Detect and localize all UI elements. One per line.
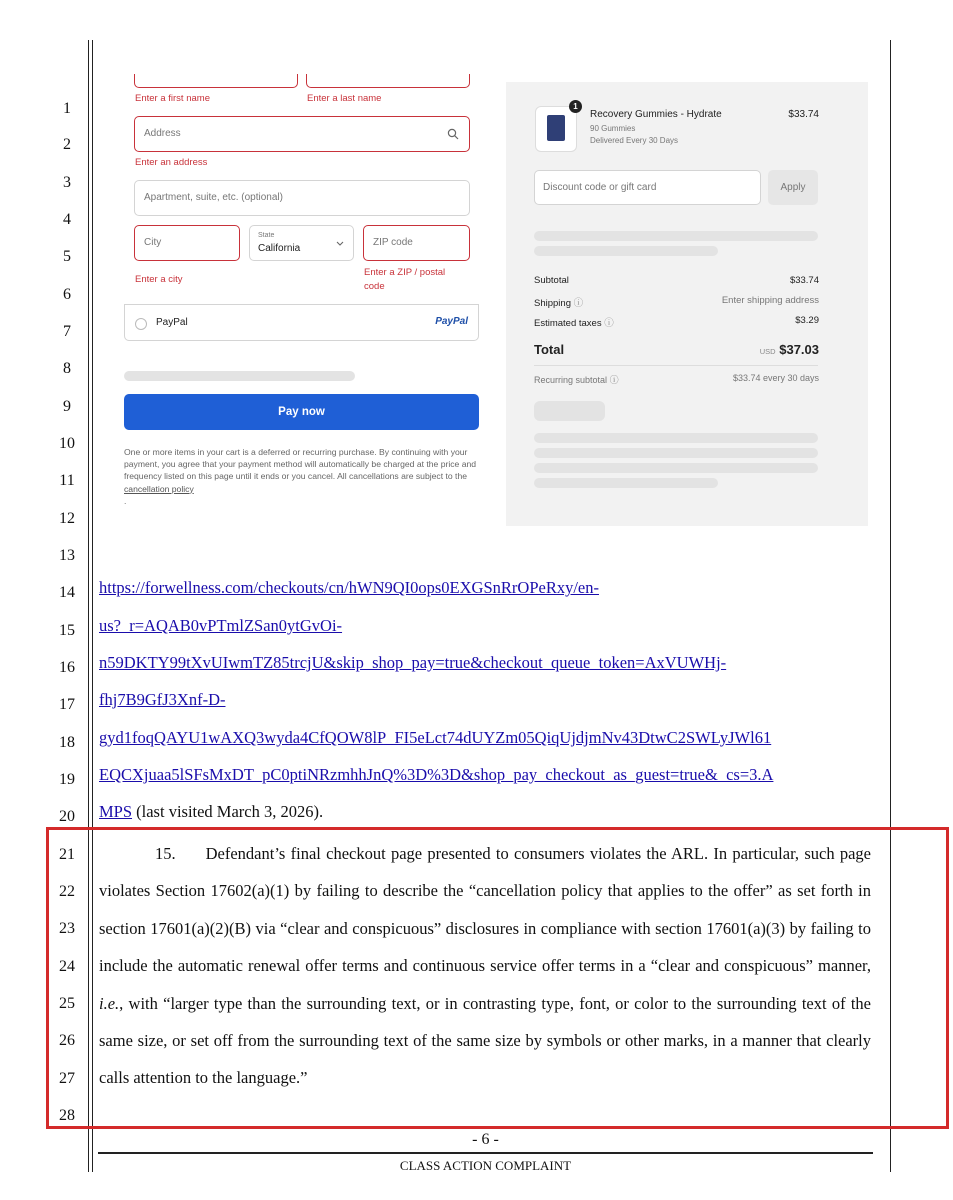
line-number: 1: [63, 100, 71, 117]
total-currency: USD: [759, 347, 776, 356]
line-number: 10: [59, 435, 75, 452]
line-number: 12: [59, 510, 75, 527]
address-error: Enter an address: [135, 157, 208, 168]
url-last-line: [99, 802, 323, 822]
url-line[interactable]: MPS: [99, 802, 133, 821]
city-error: Enter a city: [135, 274, 183, 285]
footer-title: CLASS ACTION COMPLAINT: [399, 1158, 572, 1173]
info-icon: ⓘ: [609, 375, 619, 385]
paypal-radio[interactable]: [135, 318, 147, 330]
apartment-field[interactable]: [134, 180, 470, 216]
total-value: $37.03: [779, 342, 819, 357]
paypal-option[interactable]: [124, 304, 479, 341]
line-number: 20: [59, 808, 75, 825]
loading-placeholder: [534, 478, 718, 488]
address-field[interactable]: [134, 116, 470, 152]
chevron-down-icon: [336, 241, 344, 247]
url-line[interactable]: fhj7B9GfJ3Xnf-D-: [99, 690, 226, 709]
loading-placeholder: [534, 231, 818, 241]
order-summary-panel: [506, 82, 868, 526]
city-placeholder: City: [144, 237, 162, 248]
city-field[interactable]: [134, 225, 240, 261]
recurring-row: [534, 373, 619, 386]
shipping-value: Enter shipping address: [721, 295, 819, 306]
zip-error: Enter a ZIP / postal code: [364, 267, 446, 292]
product-variant: 90 Gummies: [590, 124, 636, 133]
product-thumbnail: [535, 106, 577, 152]
info-icon: ⓘ: [604, 318, 614, 329]
taxes-label: Estimated taxes: [534, 318, 602, 329]
line-number: 19: [59, 771, 75, 788]
page-number: - 6 -: [472, 1131, 499, 1148]
line-number: 24: [59, 958, 75, 975]
url-suffix: (last visited March 3, 2026).: [132, 802, 324, 821]
taxes-value: $3.29: [795, 315, 819, 326]
line-number: 27: [59, 1070, 75, 1087]
loading-placeholder: [534, 433, 818, 443]
line-number: 11: [59, 472, 75, 489]
line-number: 23: [59, 920, 75, 937]
url-line[interactable]: n59DKTY99tXvUIwmTZ85trcjU&skip_shop_pay=true&checkout_queue_token=AxVUWHj-: [99, 653, 727, 672]
apartment-placeholder: Apartment, suite, etc. (optional): [144, 192, 283, 203]
discount-code-input[interactable]: [534, 170, 761, 205]
line-number: 28: [59, 1107, 75, 1124]
line-number: 17: [59, 696, 75, 713]
loading-placeholder: [534, 246, 718, 256]
state-label: State: [258, 232, 275, 239]
first-name-field[interactable]: [134, 74, 298, 88]
info-icon: ⓘ: [573, 298, 584, 309]
disclosure-text: One or more items in your cart is a deferred or recurring purchase. By continuing with your payment, you agree that your payment method will automatically be charged at the price and frequency listed on this page until it ends or you cancel. All cancellations are subject to the: [124, 447, 477, 482]
pay-now-button[interactable]: Pay now: [124, 394, 479, 430]
quantity-badge: 1: [569, 100, 582, 113]
state-select[interactable]: [249, 225, 354, 261]
line-number: 6: [63, 286, 71, 303]
product-delivery: Delivered Every 30 Days: [590, 136, 679, 145]
address-placeholder: Address: [144, 128, 181, 139]
line-number: 5: [63, 248, 71, 265]
divider: [534, 365, 818, 366]
subtotal-label: Subtotal: [534, 275, 569, 286]
taxes-row: [534, 315, 614, 329]
url-line[interactable]: gyd1foqQAYU1wAXQ3wyda4CfQOW8lP_FI5eLct74dUYZm05QiqUjdjmNv43DtwC2SWLyJWl61: [99, 728, 772, 747]
subtotal-value: $33.74: [789, 275, 819, 286]
checkout-screenshot: [120, 82, 880, 527]
zip-placeholder: ZIP code: [373, 237, 413, 248]
paypal-logo: PayPal: [435, 316, 468, 327]
line-number: 18: [59, 734, 75, 751]
first-name-error: Enter a first name: [135, 93, 210, 104]
line-number: 16: [59, 659, 75, 676]
last-name-field[interactable]: [306, 74, 470, 88]
product-image: [547, 115, 565, 141]
line-number: 9: [63, 398, 71, 415]
search-icon: [447, 128, 459, 140]
paragraph-text-cont: , with “larger type than the surrounding text, or in contrasting type, font, or color to the surrounding text of the same size, or set off from the surrounding text of the same size by symbols or other marks, in a manner that clearly calls attention to the language.”: [99, 993, 871, 1088]
loading-placeholder: [534, 401, 605, 421]
zip-field[interactable]: [363, 225, 470, 261]
line-number: 15: [59, 622, 75, 639]
recurring-label: Recurring subtotal: [534, 375, 608, 385]
total-label: Total: [534, 342, 565, 357]
shipping-row: [534, 295, 583, 309]
url-line[interactable]: EQCXjuaa5lSFsMxDT_pC0ptiNRzmhhJnQ%3D%3D&shop_pay_checkout_as_guest=true&_cs=3.A: [99, 765, 774, 784]
disclosure-end: .: [124, 495, 127, 506]
recurring-value: $33.74 every 30 days: [732, 373, 819, 383]
total-amount: [760, 342, 819, 357]
line-number: 3: [63, 174, 71, 191]
apply-button[interactable]: Apply: [768, 170, 818, 205]
line-number: 14: [59, 584, 75, 601]
highlight-box: [46, 827, 949, 1129]
recurring-disclosure: [124, 446, 482, 507]
loading-placeholder: [534, 448, 818, 458]
line-number: 13: [59, 547, 75, 564]
product-name: Recovery Gummies - Hydrate: [590, 109, 722, 120]
line-number: 2: [63, 136, 71, 153]
loading-placeholder: [124, 371, 355, 381]
product-price: $33.74: [788, 109, 819, 120]
line-number: 22: [59, 883, 75, 900]
line-number: 7: [63, 323, 71, 340]
discount-placeholder: Discount code or gift card: [543, 182, 657, 193]
shipping-label: Shipping: [534, 298, 571, 309]
url-line[interactable]: us?_r=AQAB0vPTmlZSan0ytGvOi-: [99, 616, 343, 635]
paragraph-ie: i.e.: [99, 993, 120, 1013]
line-number: 8: [63, 360, 71, 377]
url-line[interactable]: https://forwellness.com/checkouts/cn/hWN9QI0ops0EXGSnRrOPeRxy/en-: [99, 578, 599, 597]
paypal-label: PayPal: [156, 317, 188, 328]
line-number: 25: [59, 995, 75, 1012]
state-value: California: [258, 243, 301, 254]
line-number: 21: [59, 846, 75, 863]
footer-rule: [98, 1152, 873, 1154]
loading-placeholder: [534, 463, 818, 473]
last-name-error: Enter a last name: [307, 93, 382, 104]
paragraph-text: Defendant’s final checkout page presented to consumers violates the ARL. In particular, such page violates Section 17602(a)(1) by failing to describe the “cancellation policy that applies to the offer” as set forth in section 17601(a)(2)(B) via “clear and conspicuous” disclosures in compliance with section 17601(a)(3) by failing to include the automatic renewal offer terms and continuous service offer terms in a “clear and conspicuous” manner,: [99, 844, 871, 976]
line-number: 4: [63, 211, 71, 228]
line-number: 26: [59, 1032, 75, 1049]
paragraph-number: 15.: [155, 844, 176, 863]
cancellation-policy-link[interactable]: cancellation policy: [124, 483, 194, 494]
